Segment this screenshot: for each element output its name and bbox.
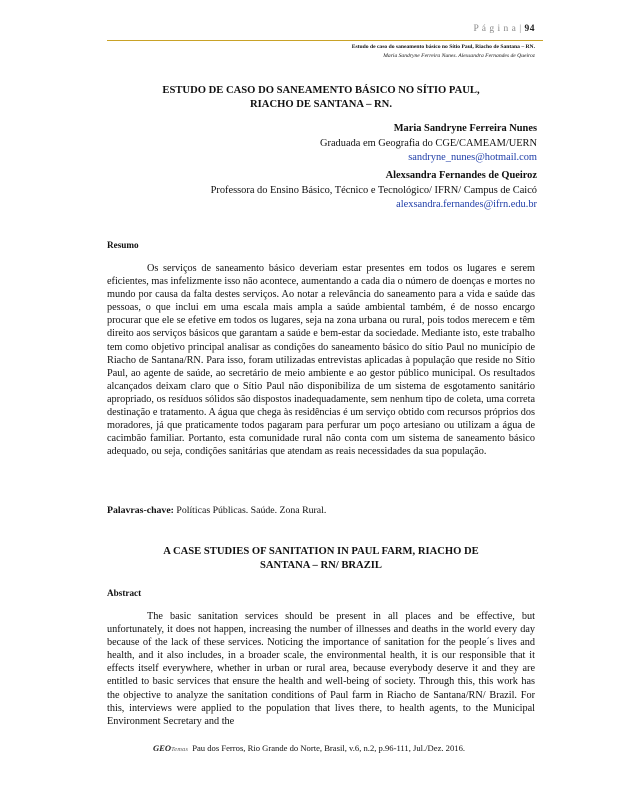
page-separator: |: [519, 24, 522, 34]
footer-citation: Pau dos Ferros, Rio Grande do Norte, Brasil, v.6, n.2, p.96-111, Jul./Dez. 2016.: [192, 743, 466, 753]
resumo-text: Os serviços de saneamento básico deveriam estar presentes em todos os lugares e serem eficientes, mas infelizmente isso não acontece, aumentando a cada dia o número de doenças e mortes no mundo por causa da falta destes serviços. Ao notar a relevância do saneamento para a vida e saúde das pessoas, o que inclui em uma escala mais ampla a saúde ambiental também, é de nosso encargo procurar que ele se efetive em todos os lugares, seja na zona urbana ou rural, pois todos merecem e têm direito aos serviços básicos que garantam a saúde e bem-estar da sociedade. Mediante isto, este trabalho tem como objetivo principal analisar as condições do saneamento básico do sítio Paul no município de Riacho de Santana/RN. Para isso, foram utilizadas entrevistas aplicadas à população que reside no Sítio Paul, ao agente de saúde, ao secretário de meio ambiente e ao gestor público municipal. Os resultados alcançados deixam claro que o Sítio Paul não disponibiliza de um sistema de esgotamento sanitário apropriado, os resíduos sólidos são dispostos inadequadamente, sem nenhum tipo de coleta, uma correta destinação e tratamento. A água que chega às residências é um serviço obtido com recursos próprios dos moradores, já que praticamente todos pagaram para perfurar um poço artesiano ou utilizam a água de cacimbão familiar. Portanto, esta comunidade rural não conta com um sistema de saneamento básico adequado, ou seja, condições sanitárias que atendam as reais necessidades da sua população.: [107, 263, 535, 458]
abstract-heading: Abstract: [107, 588, 142, 598]
journal-logo: GEO: [152, 743, 172, 753]
running-authors: Maria Sandryne Ferreira Nunes. Alexsandra Fernandes de Queiroz: [383, 53, 535, 59]
page-number: 94: [524, 24, 535, 34]
page-header: [473, 24, 535, 34]
resumo-heading: Resumo: [107, 240, 139, 250]
keywords-label: Palavras-chave:: [107, 505, 174, 516]
title-line-2: RIACHO DE SANTANA – RN.: [250, 99, 392, 110]
author-block-1: [320, 122, 537, 166]
english-title: [107, 545, 535, 573]
paper-title: [107, 84, 535, 112]
title-line-1: ESTUDO DE CASO DO SANEAMENTO BÁSICO NO SÍTIO PAUL,: [162, 85, 480, 96]
english-title-line-2: SANTANA – RN/ BRAZIL: [260, 560, 382, 571]
page-word: P á g i n a: [473, 24, 517, 34]
author-name: Alexsandra Fernandes de Queiroz: [385, 170, 537, 181]
header-rule: [107, 40, 543, 41]
author-block-2: [211, 169, 537, 213]
english-title-line-1: A CASE STUDIES OF SANITATION IN PAUL FARM, RIACHO DE: [163, 546, 479, 557]
keywords-text: Políticas Públicas. Saúde. Zona Rural.: [176, 505, 327, 516]
page-footer: [0, 743, 618, 753]
journal-logo-tail: Temas: [171, 746, 189, 753]
author-email-link[interactable]: alexsandra.fernandes@ifrn.edu.br: [396, 199, 537, 210]
author-affiliation: Graduada em Geografia do CGE/CAMEAM/UERN: [319, 137, 537, 149]
abstract-text: The basic sanitation services should be present in all places and be effective, but unfortunately, it does not happen, increasing the number of illnesses and deaths in the world every day because of the lack of these services. Noticing the importance of sanitation for the people´s lives and health, and it also includes, in a broader scale, the environmental health, it is our responsible that it effects itself everywhere, whether in urban or rural area, because everybody deserve it and they are entitled to basic services that ensure the health and well-being of society. Through this, this work has the objective to analyze the sanitation conditions of Paul farm in Riacho de Santana/RN/ Brazil. For this, interviews were applied to the population that lives there, to health agents, to the Municipal Environment Secretary and the: [107, 611, 535, 727]
author-name: Maria Sandryne Ferreira Nunes: [393, 123, 537, 134]
author-email-link[interactable]: sandryne_nunes@hotmail.com: [408, 152, 537, 163]
author-affiliation: Professora do Ensino Básico, Técnico e Tecnológico/ IFRN/ Campus de Caicó: [210, 184, 537, 196]
running-title: Estudo de caso do saneamento básico no Sítio Paul, Riacho de Santana – RN.: [351, 44, 535, 50]
keywords: [107, 505, 326, 516]
